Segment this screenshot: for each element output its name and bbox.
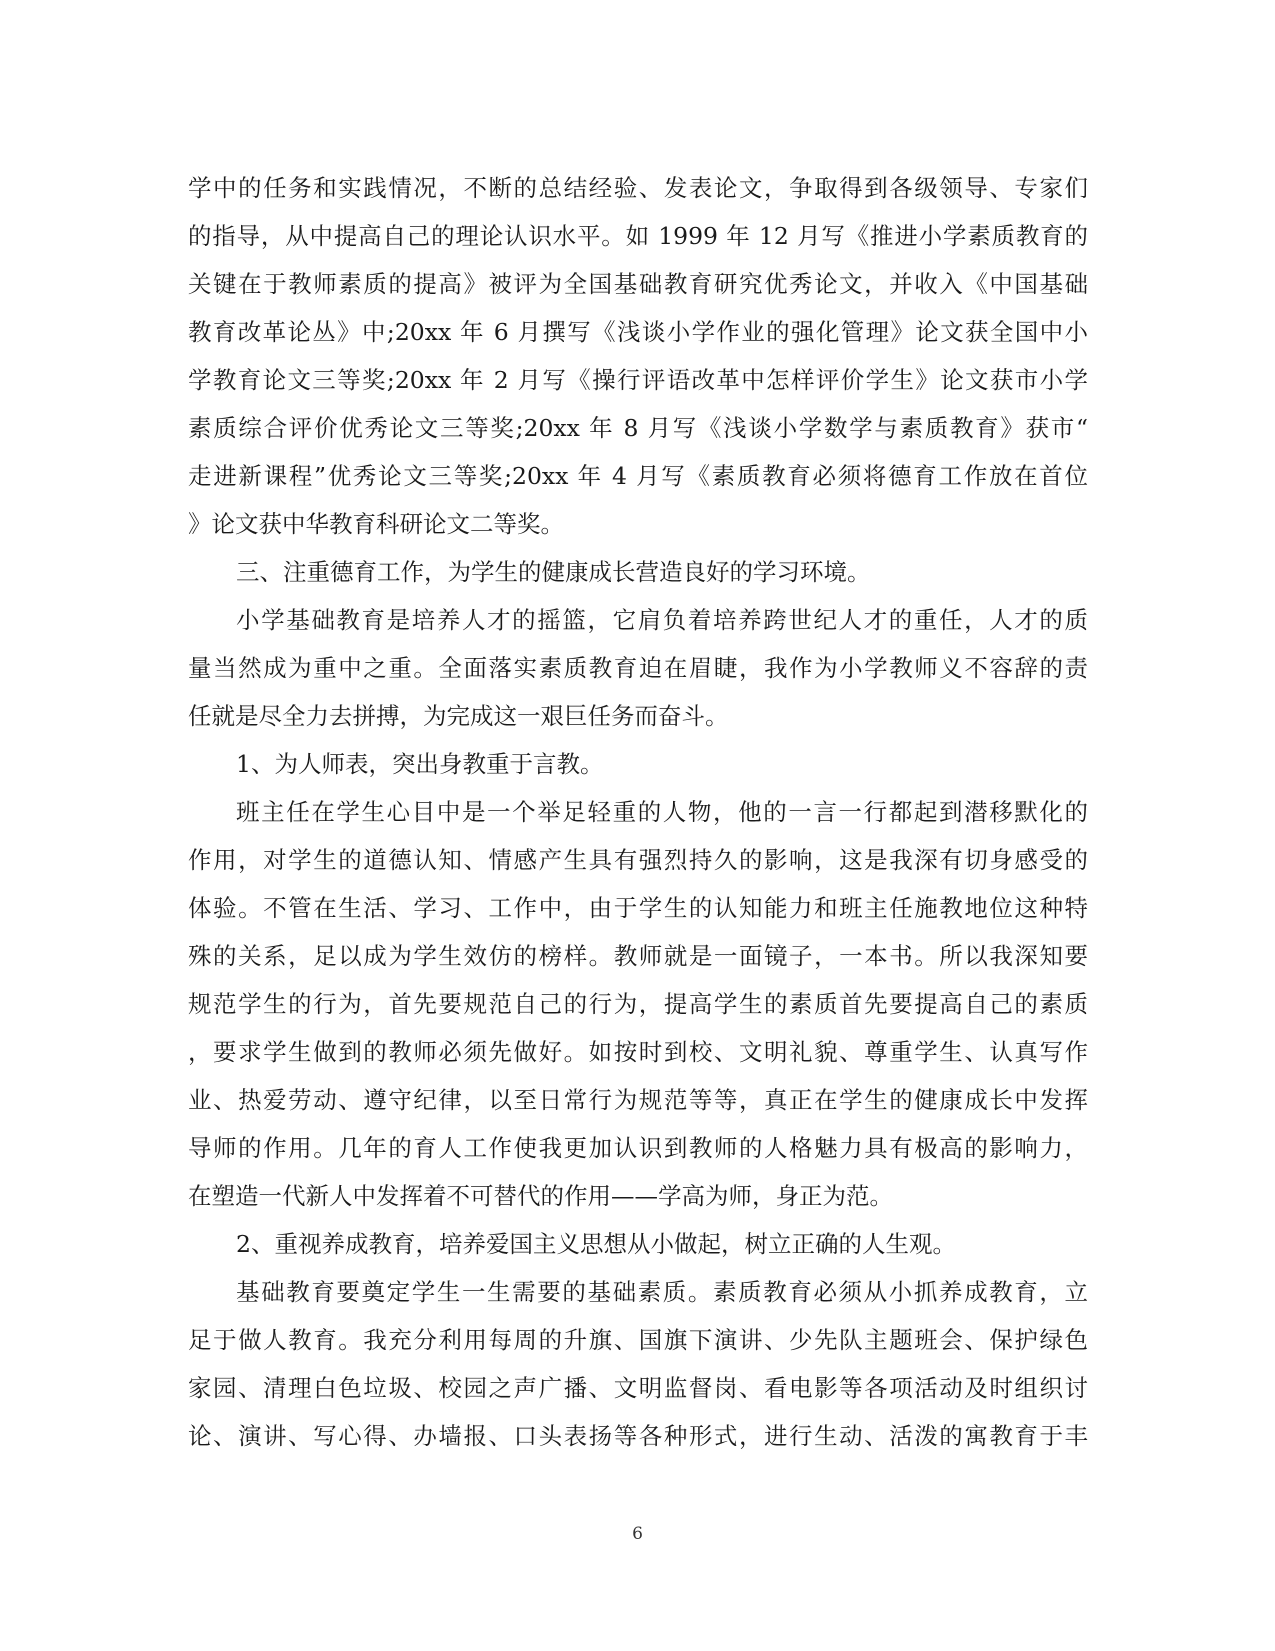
text-line: 素质综合评价优秀论文三等奖;20xx 年 8 月写《浅谈小学数学与素质教育》获市“ bbox=[188, 414, 1088, 442]
text-line: 小学基础教育是培养人才的摇篮，它肩负着培养跨世纪人才的重任，人才的质 bbox=[236, 606, 1088, 634]
document-body bbox=[188, 164, 1088, 1460]
text-line: 殊的关系，足以成为学生效仿的榜样。教师就是一面镜子，一本书。所以我深知要 bbox=[188, 942, 1088, 970]
text-line: 走进新课程”优秀论文三等奖;20xx 年 4 月写《素质教育必须将德育工作放在首位 bbox=[188, 462, 1088, 490]
text-line: 在塑造一代新人中发挥着不可替代的作用——学高为师，身正为范。 bbox=[188, 1182, 893, 1210]
text-line: ，要求学生做到的教师必须先做好。如按时到校、文明礼貌、尊重学生、认真写作 bbox=[188, 1038, 1088, 1066]
text-line: 三、注重德育工作，为学生的健康成长营造良好的学习环境。 bbox=[236, 558, 871, 586]
text-line: 规范学生的行为，首先要规范自己的行为，提高学生的素质首先要提高自己的素质 bbox=[188, 990, 1088, 1018]
text-line: 教育改革论丛》中;20xx 年 6 月撰写《浅谈小学作业的强化管理》论文获全国中小 bbox=[188, 318, 1088, 346]
text-line: 足于做人教育。我充分利用每周的升旗、国旗下演讲、少先队主题班会、保护绿色 bbox=[188, 1326, 1088, 1354]
text-line: 家园、清理白色垃圾、校园之声广播、文明监督岗、看电影等各项活动及时组织讨 bbox=[188, 1374, 1088, 1402]
text-line: 导师的作用。几年的育人工作使我更加认识到教师的人格魅力具有极高的影响力， bbox=[188, 1134, 1088, 1162]
text-line: 量当然成为重中之重。全面落实素质教育迫在眉睫，我作为小学教师义不容辞的责 bbox=[188, 654, 1088, 682]
text-line: 作用，对学生的道德认知、情感产生具有强烈持久的影响，这是我深有切身感受的 bbox=[188, 846, 1088, 874]
text-line: 体验。不管在生活、学习、工作中，由于学生的认知能力和班主任施教地位这种特 bbox=[188, 894, 1088, 922]
text-line: 学教育论文三等奖;20xx 年 2 月写《操行评语改革中怎样评价学生》论文获市小学 bbox=[188, 366, 1088, 394]
text-line: 1、为人师表，突出身教重于言教。 bbox=[236, 750, 604, 778]
text-line: 论、演讲、写心得、办墙报、口头表扬等各种形式，进行生动、活泼的寓教育于丰 bbox=[188, 1422, 1088, 1450]
text-line: 业、热爱劳动、遵守纪律，以至日常行为规范等等，真正在学生的健康成长中发挥 bbox=[188, 1086, 1088, 1114]
text-line: 的指导，从中提高自己的理论认识水平。如 1999 年 12 月写《推进小学素质教育的 bbox=[188, 222, 1088, 250]
text-line: 》论文获中华教育科研论文二等奖。 bbox=[188, 510, 564, 538]
text-line: 班主任在学生心目中是一个举足轻重的人物，他的一言一行都起到潜移默化的 bbox=[236, 798, 1088, 826]
text-line: 任就是尽全力去拼搏，为完成这一艰巨任务而奋斗。 bbox=[188, 702, 729, 730]
text-line: 关键在于教师素质的提高》被评为全国基础教育研究优秀论文，并收入《中国基础 bbox=[188, 270, 1088, 298]
text-line: 基础教育要奠定学生一生需要的基础素质。素质教育必须从小抓养成教育，立 bbox=[236, 1278, 1088, 1306]
text-line: 学中的任务和实践情况，不断的总结经验、发表论文，争取得到各级领导、专家们 bbox=[188, 174, 1088, 202]
text-line: 2、重视养成教育，培养爱国主义思想从小做起，树立正确的人生观。 bbox=[236, 1230, 956, 1258]
page-number: 6 bbox=[632, 1524, 643, 1544]
